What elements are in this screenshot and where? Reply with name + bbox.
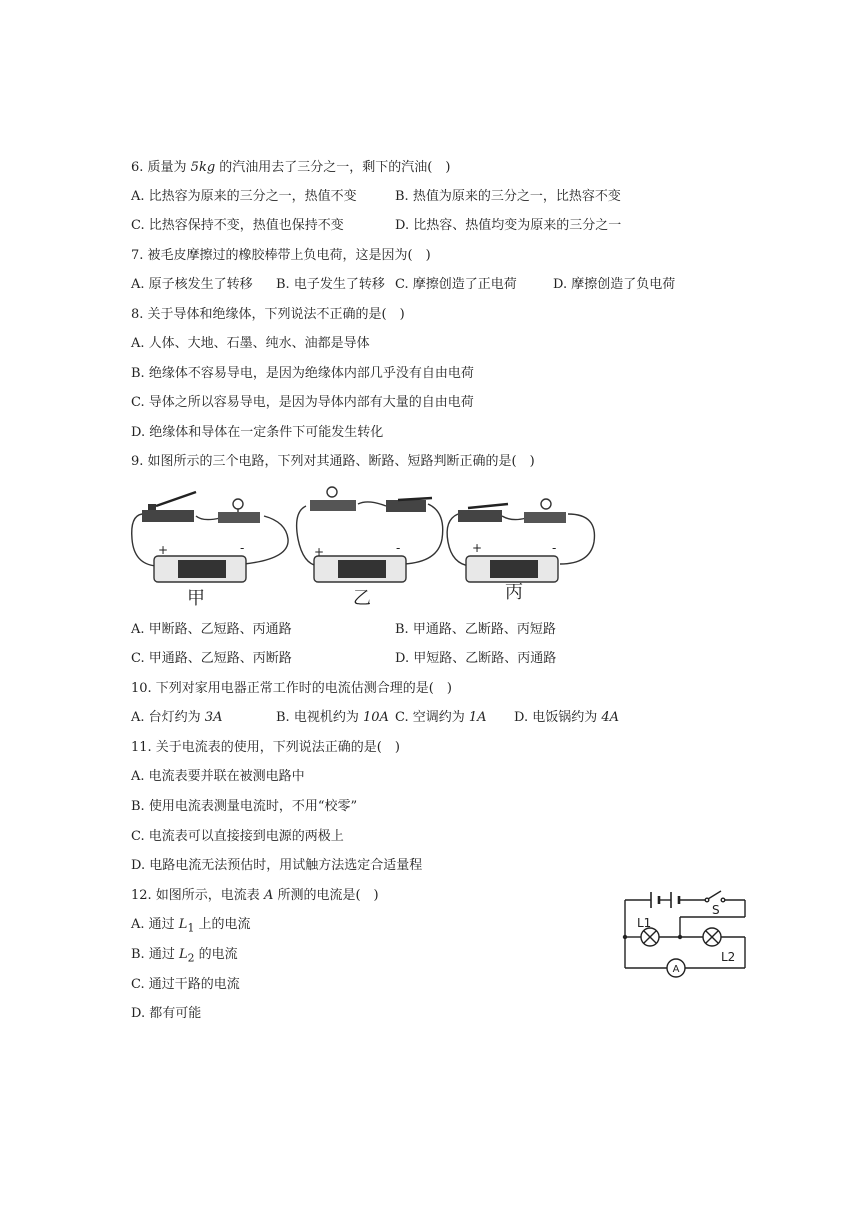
- q6-stem: 6. 质量为 5kg 的汽油用去了三分之一，剩下的汽油( ): [131, 160, 451, 175]
- q12-option-a: A. 通过 $L_1$ 上的电流: [131, 917, 251, 935]
- battery-icon: [154, 556, 246, 582]
- bulb-icon: [310, 487, 356, 511]
- q6-option-d: D. 比热容、热值均变为原来的三分之一: [395, 218, 622, 233]
- lamp-l1-label: L1: [637, 916, 652, 930]
- q6-option-b: B. 热值为原来的三分之一，比热容不变: [395, 189, 621, 204]
- q10-stem: 10. 下列对家用电器正常工作时的电流估测合理的是( ): [131, 681, 452, 696]
- q12-circuit-diagram: [615, 885, 755, 980]
- q11-option-b: B. 使用电流表测量电流时，不用“校零”: [131, 799, 358, 814]
- lamp-l2-icon: [703, 928, 721, 946]
- battery-icon: [466, 556, 558, 582]
- q9-option-d: D. 甲短路、乙断路、丙通路: [395, 651, 557, 666]
- q11-option-c: C. 电流表可以直接接到电源的两极上: [131, 829, 344, 844]
- q9-option-a: A. 甲断路、乙短路、丙通路: [131, 622, 292, 637]
- q10-option-a: A. 台灯约为 3A: [131, 710, 223, 725]
- bulb-icon: [524, 499, 566, 523]
- figure-label-bing: 丙: [505, 582, 523, 603]
- q12-option-c: C. 通过干路的电流: [131, 977, 240, 992]
- q6-option-c: C. 比热容保持不变，热值也保持不变: [131, 218, 344, 233]
- q9-option-c: C. 甲通路、乙短路、丙断路: [131, 651, 292, 666]
- junction-dot: [623, 935, 627, 939]
- minus-sign: -: [396, 541, 401, 555]
- q8-option-c: C. 导体之所以容易导电，是因为导体内部有大量的自由电荷: [131, 395, 474, 410]
- ammeter-label: A: [672, 964, 680, 975]
- plus-sign: +: [314, 545, 325, 559]
- q10-option-c: C. 空调约为 1A: [395, 710, 487, 725]
- q9-option-b: B. 甲通路、乙断路、丙短路: [395, 622, 556, 637]
- q7-option-c: C. 摩擦创造了正电荷: [395, 277, 517, 292]
- q11-stem: 11. 关于电流表的使用，下列说法正确的是( ): [131, 740, 400, 755]
- switch-icon: [386, 498, 432, 512]
- q12-option-d: D. 都有可能: [131, 1006, 202, 1021]
- q8-option-b: B. 绝缘体不容易导电，是因为绝缘体内部几乎没有自由电荷: [131, 366, 474, 381]
- q8-option-a: A. 人体、大地、石墨、纯水、油都是导体: [131, 336, 370, 351]
- q9-stem: 9. 如图所示的三个电路，下列对其通路、断路、短路判断正确的是( ): [131, 454, 535, 469]
- figure-label-jia: 甲: [187, 588, 205, 608]
- switch-icon: [142, 492, 196, 522]
- ammeter-icon: [667, 959, 685, 977]
- plus-sign: +: [158, 543, 169, 557]
- q12-option-b: B. 通过 $L_2$ 的电流: [131, 947, 238, 965]
- minus-sign: -: [240, 541, 245, 555]
- q10-option-d: D. 电饭锅约为 4A: [514, 710, 620, 725]
- q11-option-a: A. 电流表要并联在被测电路中: [131, 769, 305, 784]
- figure-label-yi: 乙: [353, 588, 371, 608]
- q11-option-d: D. 电路电流无法预估时，用试触方法选定合适量程: [131, 858, 423, 873]
- switch-icon: [705, 891, 725, 902]
- bulb-icon: [218, 499, 260, 523]
- junction-dot: [678, 935, 682, 939]
- switch-icon: [458, 504, 508, 522]
- q10-option-b: B. 电视机约为 10A: [276, 710, 389, 725]
- q9-circuits-figure: [128, 484, 608, 608]
- q8-stem: 8. 关于导体和绝缘体，下列说法不正确的是( ): [131, 307, 405, 322]
- q7-stem: 7. 被毛皮摩擦过的橡胶棒带上负电荷，这是因为( ): [131, 248, 431, 263]
- lamp-l2-label: L2: [721, 950, 736, 964]
- q7-option-b: B. 电子发生了转移: [276, 277, 385, 292]
- minus-sign: -: [552, 541, 557, 555]
- q7-option-d: D. 摩擦创造了负电荷: [553, 277, 676, 292]
- switch-label: S: [712, 903, 720, 917]
- q8-option-d: D. 绝缘体和导体在一定条件下可能发生转化: [131, 425, 384, 440]
- battery-icon: [314, 556, 406, 582]
- plus-sign: +: [472, 541, 483, 555]
- q7-option-a: A. 原子核发生了转移: [131, 277, 253, 292]
- q12-stem: 12. 如图所示，电流表 A 所测的电流是( ): [131, 888, 379, 903]
- q6-option-a: A. 比热容为原来的三分之一，热值不变: [131, 189, 357, 204]
- lamp-l1-icon: [641, 928, 659, 946]
